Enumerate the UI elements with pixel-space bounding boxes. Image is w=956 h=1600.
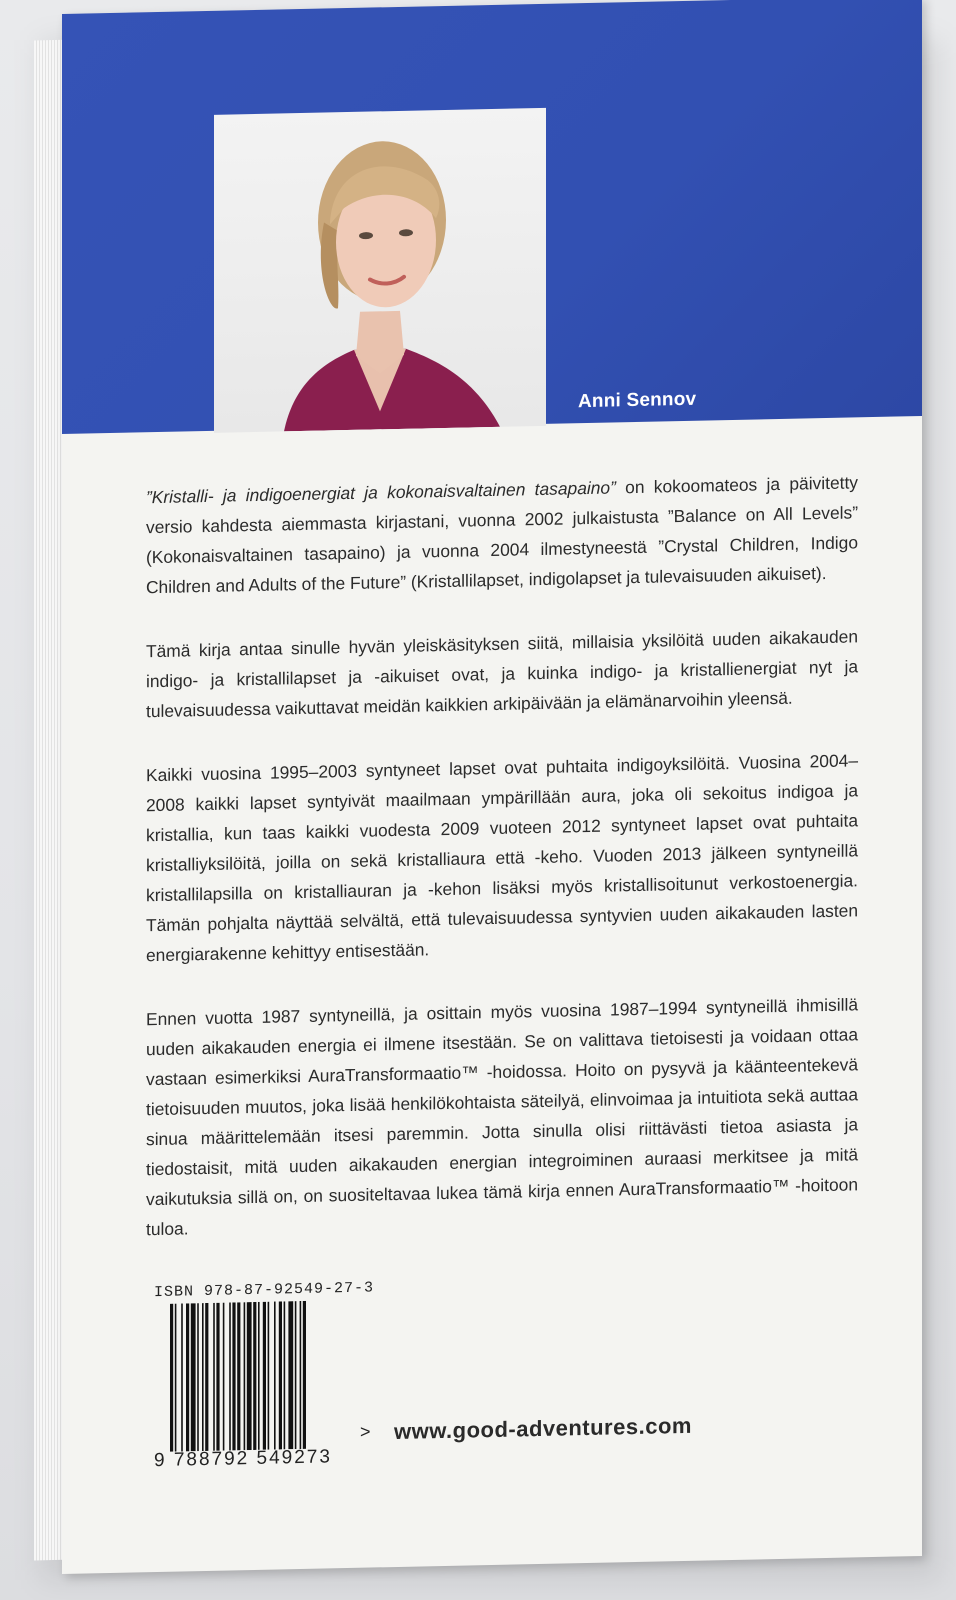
author-name: Anni Sennov: [578, 388, 697, 413]
cover-surface: [62, 0, 922, 1574]
barcode-icon: [170, 1300, 352, 1452]
website-url: www.good-adventures.com: [394, 1412, 692, 1445]
description-text: [146, 467, 858, 1278]
description-paragraph-3: Kaikki vuosina 1995–2003 syntyneet lapset ovat puhtaita indigoyksilöitä. Vuosina 2004–2008 kaikki lapset syntyivät maailmaan ympärillään aura, joka oli sekoitus indigoa ja kristallia, kun taas kaikki vuodesta 2009 vuoteen 2012 syntyneet lapset ovat puhtaita kristalliyksilöitä, joilla on sekä kristalliaura että -keho. Vuoden 2013 jälkeen syntyneillä kristallilapsilla on kristalliauran ja -kehon lisäksi myös kristallisoitunut verkostoenergia. Tämän pohjalta näyttää selvältä, että tulevaisuudessa syntyvien uuden aikakauden lasten energiarakenne kehittyy entisestään.: [146, 750, 858, 966]
book-title-quote: ”Kristalli- ja indigoenergiat ja kokonaisvaltainen tasapaino”: [146, 477, 616, 508]
barcode-arrow: >: [360, 1421, 371, 1442]
description-paragraph-4: Ennen vuotta 1987 syntyneillä, ja osittain myös vuosina 1987–1994 syntyneillä ihmisillä uuden aikakauden energia ei ilmene itsestään. Se on valittava tietoisesti ja voidaan ottaa vastaan esimerkiksi AuraTransformaatio™ -hoidossa. Hoito on pysyvä ja käänteentekevä tietoisuuden muutos, joka lisää henkilökohtaista säteilyä, elinvoimaa ja intuitiota sekä auttaa sinua määrittelemään itsesi paremmin. Jotta sinulla olisi riittävästi tietoa asiasta ja tiedostaisit, mitä uuden aikakauden energian integroiminen auraasi merkitsee ja mitä vaikutuksia sillä on, on suositeltavaa lukea tämä kirja ennen AuraTransformaatio™ -hoitoon tuloa.: [146, 994, 858, 1240]
description-paragraph-1: [146, 467, 858, 602]
barcode-digits: 9 788792 549273: [154, 1446, 332, 1472]
author-portrait-icon: [214, 108, 546, 433]
description-paragraph-2: Tämä kirja antaa sinulle hyvän yleiskäsityksen siitä, millaisia yksilöitä uuden aikakauden indigo- ja kristallilapset ja -aikuiset ovat, ja kuinka indigo- ja kristallienergiat nyt ja tulevaisuudessa vaikuttavat meidän kaikkien arkipäivään ja elämänarvoihin yleensä.: [146, 626, 858, 722]
author-photo: [214, 108, 546, 433]
description-lead-rest: on kokoomateos ja päivitetty versio kahdesta aiemmasta kirjastani, vuonna 2002 julkaistusta ”Balance on All Levels” (Kokonaisvaltainen tasapaino) ja vuonna 2004 ilmestyneestä ”Crystal Children, Indigo Children and Adults of the Future” (Kristallilapset, indigolapset ja tulevaisuuden aikuiset).: [146, 472, 858, 598]
isbn-label: ISBN 978-87-92549-27-3: [154, 1279, 375, 1302]
book-back-cover: [62, 0, 930, 1590]
